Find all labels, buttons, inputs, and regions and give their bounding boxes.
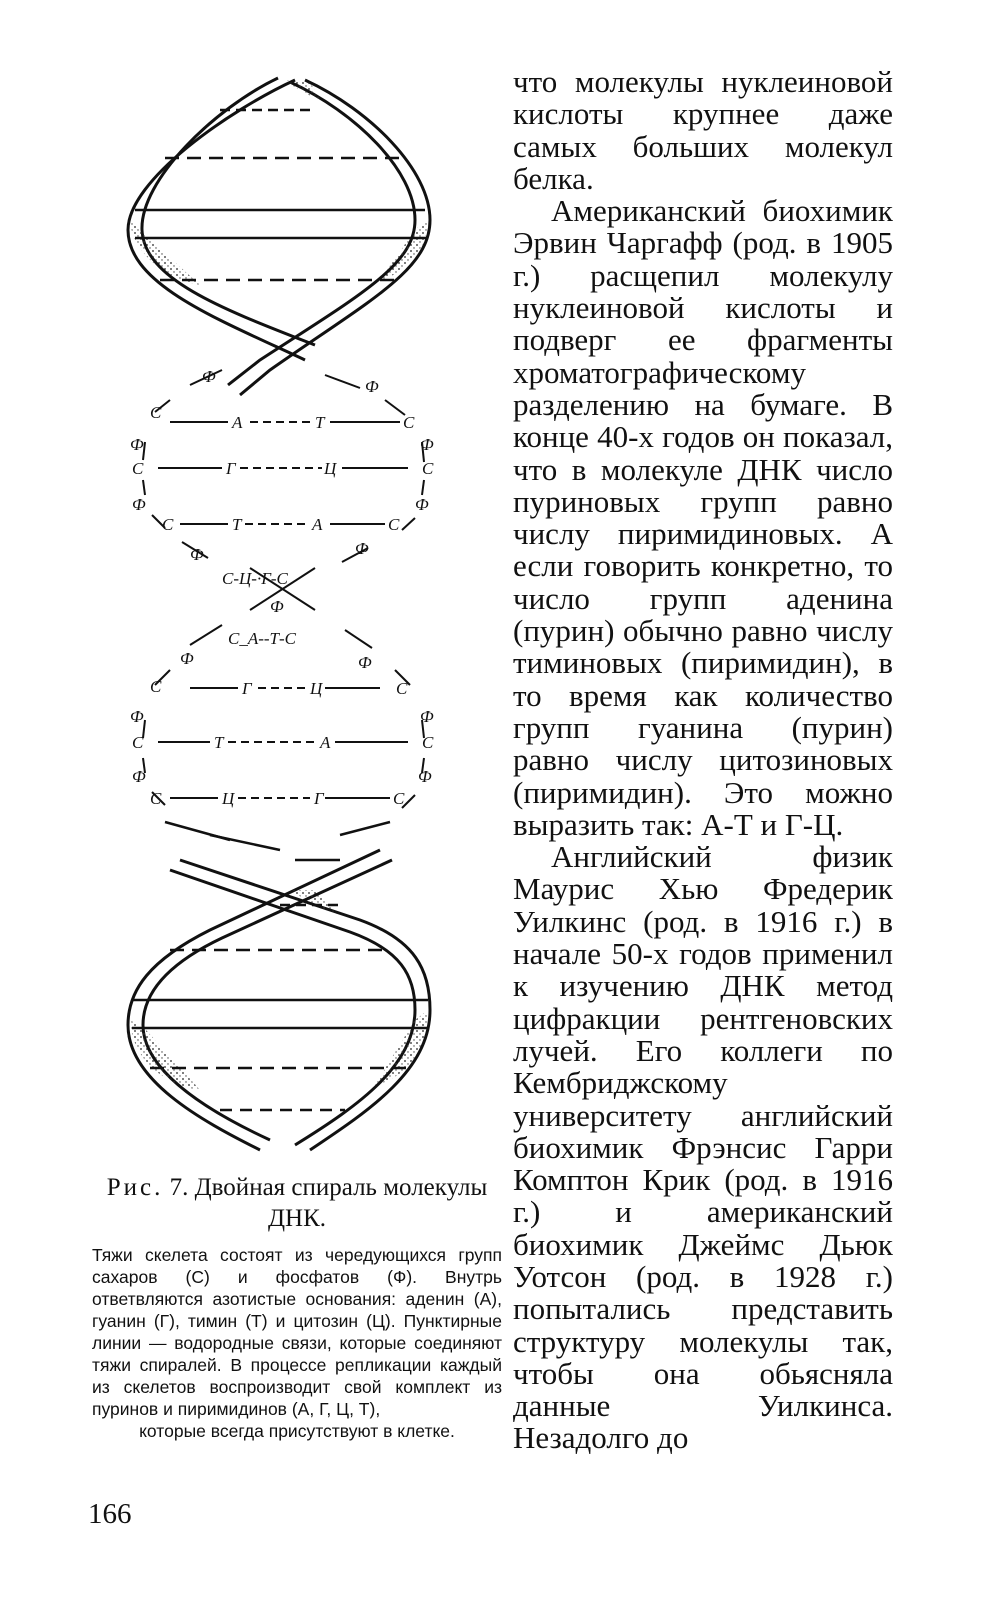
label-phosphate: Ф: [420, 435, 434, 454]
label-sugar: С: [150, 677, 162, 696]
dna-helix-drawing: [110, 70, 490, 1170]
paragraph-3: Английский физик Маурис Хью Фредерик Уилкинс (род. в 1916 г.) в начале 50-х годов применил к изучению ДНК метод цифракции рентгеновских лучей. Его коллеги по Кембриджскому университету английский биохимик Фрэнсис Гарри Комптон Крик (род. в 1916 г.) и американский биохимик Джеймс Дьюк Уотсон (род. в 1928 г.) попытались представить структуру молекулы так, чтобы она обьясняла данные Уилкинса. Незадолго до: [513, 839, 893, 1456]
label-sugar: С: [393, 789, 405, 808]
label-sugar: С: [422, 733, 434, 752]
label-thymine: Т: [315, 413, 325, 432]
label-sugar: С: [403, 413, 415, 432]
label-phosphate: Ф: [270, 597, 284, 616]
label-guanine: Г: [314, 789, 324, 808]
paragraph-1: что молекулы нуклеиновой кислоты крупнее даже самых больших молекул белка.: [513, 64, 893, 196]
label-phosphate: Ф: [420, 707, 434, 726]
label-sugar: С: [150, 789, 162, 808]
label-phosphate: Ф: [130, 707, 144, 726]
label-phosphate: Ф: [418, 767, 432, 786]
lower-helix-shading: [130, 890, 428, 1090]
label-sugar: С: [422, 459, 434, 478]
label-phosphate: Ф: [365, 377, 379, 396]
figure-caption-title: [92, 1172, 502, 1234]
label-phosphate: Ф: [355, 539, 369, 558]
label-sugar: С: [132, 459, 144, 478]
label-phosphate: Ф: [415, 495, 429, 514]
label-adenine: А: [320, 733, 331, 752]
upper-helix-strands: [128, 78, 430, 395]
figure-caption-body: [92, 1244, 502, 1442]
label-guanine: Г: [226, 459, 236, 478]
label-phosphate: Ф: [132, 767, 146, 786]
label-adenine: А: [232, 413, 243, 432]
label-phosphate: Ф: [180, 649, 194, 668]
label-sugar: С: [388, 515, 400, 534]
caption-description-tail: которые всегда присутствуют в клетке.: [139, 1421, 455, 1441]
label-phosphate: Ф: [190, 545, 204, 564]
caption-description: Тяжи скелета состоят из чередующихся групп сахаров (С) и фосфатов (Ф). Внутрь ответвляются азотистые основания: аденин (А), гуанин (Г), тимин (Т) и цитозин (Ц). Пунктирные линии — водородные связи, которые соединяют тяжи спиралей. В процессе репликации каждый из скелетов воспроизводит свой комплект из пуринов и пиримидинов (А, Г, Ц, Т),: [92, 1245, 502, 1419]
label-small-pair-lower: С_А--Т-С: [228, 629, 296, 648]
label-cytosine: Ц: [310, 679, 323, 698]
upper-helix-shading: [130, 80, 428, 285]
label-phosphate: Ф: [202, 367, 216, 386]
label-small-pair-upper: С-Ц-·Г-С: [222, 569, 288, 588]
label-adenine: А: [312, 515, 323, 534]
label-sugar: С: [396, 679, 408, 698]
label-cytosine: Ц: [222, 789, 235, 808]
label-cytosine: Ц: [324, 459, 337, 478]
label-phosphate: Ф: [130, 435, 144, 454]
label-thymine: Т: [232, 515, 242, 534]
dna-double-helix-figure: [110, 70, 490, 1170]
label-sugar: С: [132, 733, 144, 752]
transition-bonds: [165, 822, 390, 860]
paragraph-2: Американский биохимик Эрвин Чаргафф (род. в 1905 г.) расщепил молекулу нуклеиновой кислоты и подверг ее фрагменты хроматографическому разделению на бумаге. В конце 40-х годов он показал, что в молекуле ДНК число пуриновых групп равно числу пиримидиновых. А если говорить конкретно, то число групп аденина (пурин) обычно равно числу тиминовых (пиримидин), в то время как количество групп гуанина (пурин) равно числу цитозиновых (пиримидин). Это можно выразить так: А-Т и Г-Ц.: [513, 193, 893, 842]
caption-prefix: Рис.: [106, 1174, 164, 1201]
label-sugar: С: [162, 515, 174, 534]
page-number: 166: [88, 1498, 132, 1530]
label-sugar: С: [150, 403, 162, 422]
label-guanine: Г: [242, 679, 252, 698]
main-text-column: [513, 66, 893, 1455]
label-thymine: Т: [214, 733, 224, 752]
caption-title-text: 7. Двойная спираль молекулы ДНК.: [169, 1174, 488, 1232]
label-phosphate: Ф: [132, 495, 146, 514]
label-phosphate: Ф: [358, 653, 372, 672]
